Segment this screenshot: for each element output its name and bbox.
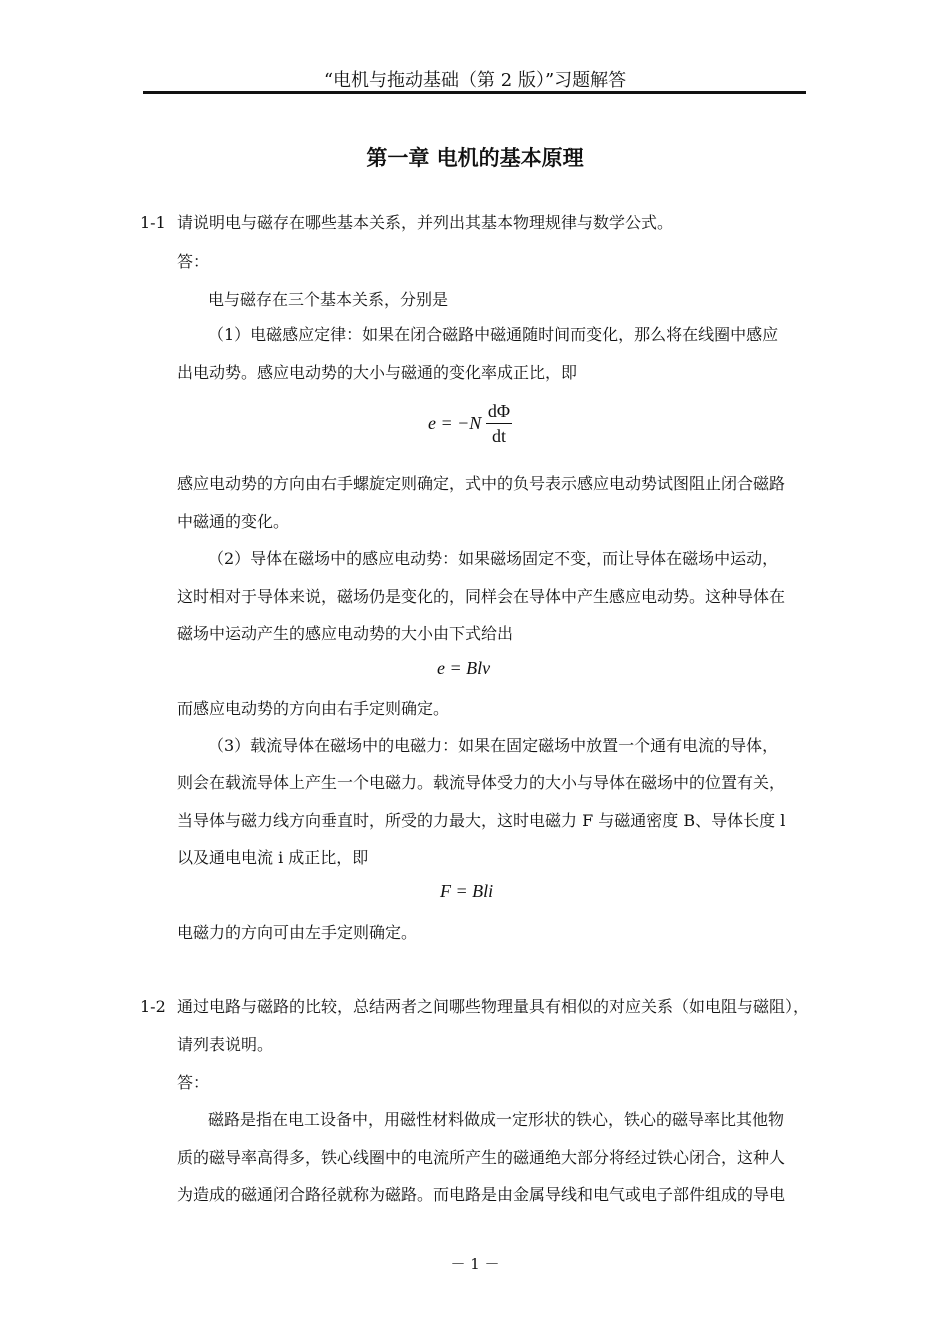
equation-lorentz-force: F = Bli	[440, 881, 494, 901]
answer-paragraph: 磁场中运动产生的感应电动势的大小由下式给出	[177, 624, 514, 643]
equation-motional-emf: e = Blv	[437, 658, 491, 678]
answer-paragraph: 中磁通的变化。	[177, 512, 290, 531]
fraction-numerator: dΦ	[487, 401, 511, 421]
question-text: 通过电路与磁路的比较，总结两者之间哪些物理量具有相似的对应关系（如电阻与磁阻），	[177, 997, 810, 1016]
answer-paragraph: 则会在载流导体上产生一个电磁力。载流导体受力的大小与导体在磁场中的位置有关，	[177, 773, 786, 792]
answer-paragraph: 电与磁存在三个基本关系，分别是	[208, 290, 449, 309]
answer-paragraph: （3）载流导体在磁场中的电磁力：如果在固定磁场中放置一个通有电流的导体，	[208, 736, 779, 755]
answer-label: 答：	[177, 1073, 210, 1092]
question-number: 1-2	[140, 997, 166, 1016]
question-number: 1-1	[140, 213, 166, 232]
answer-paragraph: （2）导体在磁场中的感应电动势：如果磁场固定不变，而让导体在磁场中运动，	[208, 549, 779, 568]
answer-paragraph: 感应电动势的方向由右手螺旋定则确定，式中的负号表示感应电动势试图阻止闭合磁路	[177, 474, 786, 493]
fraction-denominator: dt	[491, 426, 506, 446]
header-rule	[143, 91, 806, 94]
answer-paragraph: 为造成的磁通闭合路径就称为磁路。而电路是由金属导线和电气或电子部件组成的导电	[177, 1185, 786, 1204]
answer-paragraph: （1）电磁感应定律：如果在闭合磁路中磁通随时间而变化，那么将在线圈中感应	[208, 325, 779, 344]
fraction-bar	[486, 423, 512, 424]
chapter-title: 第一章 电机的基本原理	[366, 145, 584, 170]
answer-paragraph: 而感应电动势的方向由右手定则确定。	[177, 699, 450, 718]
answer-paragraph: 这时相对于导体来说，磁场仍是变化的，同样会在导体中产生感应电动势。这种导体在	[177, 587, 786, 606]
answer-paragraph: 电磁力的方向可由左手定则确定。	[177, 923, 418, 942]
answer-paragraph: 出电动势。感应电动势的大小与磁通的变化率成正比，即	[177, 363, 578, 382]
question-text: 请说明电与磁存在哪些基本关系，并列出其基本物理规律与数学公式。	[177, 213, 674, 232]
running-header: “电机与拖动基础（第 2 版）”习题解答	[323, 70, 627, 91]
answer-label: 答：	[177, 252, 210, 271]
question-text: 请列表说明。	[177, 1035, 274, 1054]
page-number: － 1 －	[450, 1255, 500, 1273]
answer-paragraph: 磁路是指在电工设备中，用磁性材料做成一定形状的铁心，铁心的磁导率比其他物	[208, 1110, 785, 1129]
equation-faraday-lhs: e = −N	[428, 413, 482, 433]
answer-paragraph: 当导体与磁力线方向垂直时，所受的力最大，这时电磁力 F 与磁通密度 B、导体长度 l	[177, 811, 786, 830]
equation-faraday-fraction	[486, 401, 512, 446]
answer-paragraph: 以及通电电流 i 成正比，即	[177, 848, 369, 867]
answer-paragraph: 质的磁导率高得多，铁心线圈中的电流所产生的磁通绝大部分将经过铁心闭合，这种人	[177, 1148, 786, 1167]
